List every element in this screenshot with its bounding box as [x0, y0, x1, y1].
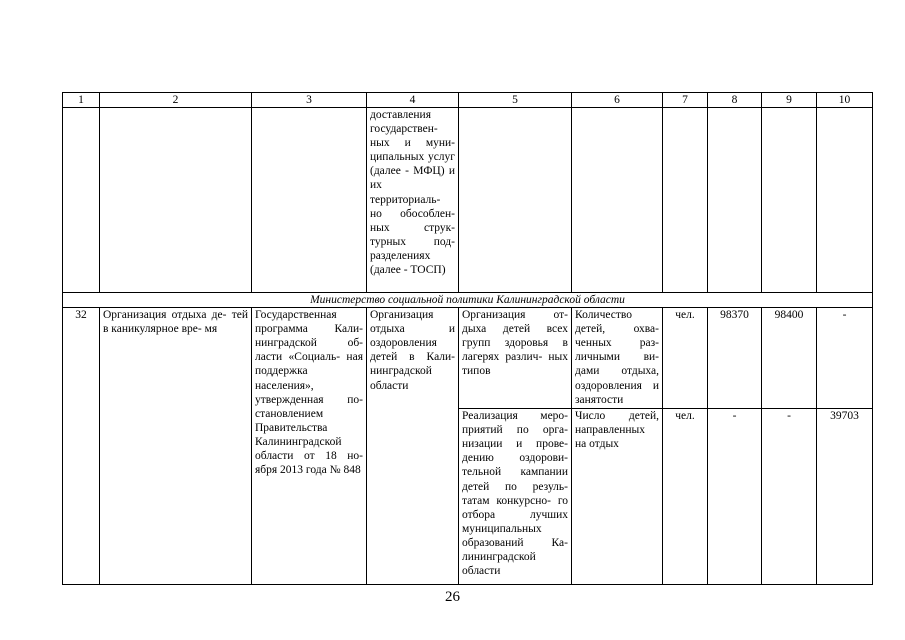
indicator-text: Число детей, направленных на отдых: [572, 409, 663, 585]
value-cell: -: [708, 409, 762, 585]
empty-cell: [100, 108, 252, 293]
column-number: 8: [708, 93, 762, 108]
continuation-text: доставления государствен- ных и муни- ципальных услуг (далее - МФЦ) и их территориаль- но обособлен- ных струк- турных под- разделениях (далее - ТОСП): [367, 108, 459, 293]
empty-cell: [663, 108, 708, 293]
empty-cell: [63, 108, 100, 293]
column-number: 2: [100, 93, 252, 108]
continuation-row: [63, 108, 873, 293]
page-number: 26: [445, 589, 460, 605]
column-number: 10: [817, 93, 873, 108]
section-title: Министерство социальной политики Калининградской области: [63, 293, 873, 308]
column-number: 1: [63, 93, 100, 108]
table-row: [63, 308, 873, 409]
value-cell: -: [762, 409, 817, 585]
row-number: 32: [63, 308, 100, 585]
empty-cell: [708, 108, 762, 293]
measure-text: Организация от- дыха детей всех групп здоровья в лагерях различ- ных типов: [459, 308, 572, 409]
empty-cell: [817, 108, 873, 293]
unit-cell: чел.: [663, 308, 708, 409]
empty-cell: [762, 108, 817, 293]
unit-cell: чел.: [663, 409, 708, 585]
column-number: 7: [663, 93, 708, 108]
empty-cell: [252, 108, 367, 293]
empty-cell: [459, 108, 572, 293]
column-number: 9: [762, 93, 817, 108]
value-cell: 98370: [708, 308, 762, 409]
value-cell: 98400: [762, 308, 817, 409]
column-number: 3: [252, 93, 367, 108]
column-number: 5: [459, 93, 572, 108]
empty-cell: [572, 108, 663, 293]
section-row: [63, 293, 873, 308]
indicator-text: Количество детей, охва- ченных раз- личными ви- дами отдыха, оздоровления и занятости: [572, 308, 663, 409]
column-number: 6: [572, 93, 663, 108]
column-number: 4: [367, 93, 459, 108]
column-number-row: [63, 93, 873, 108]
event-name: Организация отдыха де- тей в каникулярное вре- мя: [100, 308, 252, 585]
direction-name: Организация отдыха и оздоровления детей в Кали- нинградской области: [367, 308, 459, 585]
measure-text: Реализация меро- приятий по орга- низации и прове- дению оздорови- тельной кампании детей по резуль- татам конкурсно- го отбора лучших муниципальных образований Ка- лининградской области: [459, 409, 572, 585]
value-cell: -: [817, 308, 873, 409]
value-cell: 39703: [817, 409, 873, 585]
document-table: [62, 92, 873, 585]
program-name: Государственная программа Кали- нинградской об- ласти «Социаль- ная поддержка населения», утвержденная по- становлением Правительства Калининградской области от 18 но- ября 2013 года № 848: [252, 308, 367, 585]
